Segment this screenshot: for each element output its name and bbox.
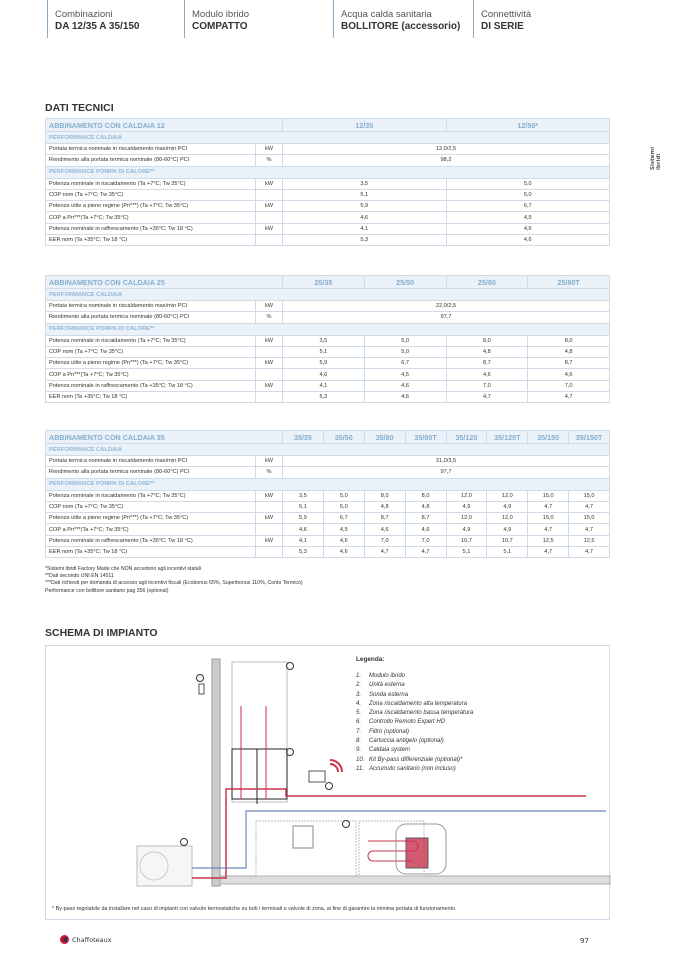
table-row (46, 223, 610, 234)
table-row (46, 155, 610, 166)
value: 5,0 (446, 178, 610, 189)
unit: kW (256, 490, 283, 501)
row-label: Potenza nominale in riscaldamento (Ta +7°C; Tw 35°C) (46, 490, 256, 501)
legend-number: 1. (356, 673, 362, 679)
page-number: 97 (580, 937, 589, 945)
value: 15,0 (569, 490, 610, 501)
legend-number: 9. (356, 747, 362, 754)
table-row (46, 312, 610, 323)
unit: kW (256, 301, 283, 312)
legend-number: 8. (356, 738, 362, 745)
header-connettivita (473, 0, 531, 38)
table-row (46, 467, 610, 478)
value: 97,7 (283, 467, 610, 478)
value: 5,3 (283, 235, 447, 246)
row-label: Rendimento alla portata termica nominale (80-60°C) PCI (46, 312, 256, 323)
unit: kW (256, 223, 283, 234)
row-label: Portata termica nominale in riscaldamento max/min PCI (46, 301, 256, 312)
value: 5,1 (446, 547, 487, 558)
value: 4,1 (283, 223, 447, 234)
value: 12,0 (487, 490, 528, 501)
section-row (46, 289, 610, 301)
value: 10,7 (446, 535, 487, 546)
section-row (46, 323, 610, 335)
radiator (293, 826, 313, 848)
unit: kW (256, 535, 283, 546)
unit (256, 524, 283, 535)
value: 4,7 (364, 547, 405, 558)
value: 5,0 (364, 346, 446, 357)
value: 4,6 (323, 535, 364, 546)
footnotes (45, 566, 303, 595)
section-row (46, 444, 610, 456)
table-row (46, 144, 610, 155)
table-row (46, 178, 610, 189)
value: 8,7 (528, 358, 610, 369)
row-label: COP a Pn***(Ta +7°C; Tw 35°C) (46, 369, 256, 380)
legend-text: Controllo Remoto Expert HD (369, 719, 446, 726)
legend-text: Filtro (optional) (369, 728, 410, 735)
legend-number: 4. (356, 700, 362, 707)
value: 4,6 (364, 524, 405, 535)
value: 4,8 (405, 501, 446, 512)
unit: % (256, 467, 283, 478)
model-header: 12/50* (446, 119, 610, 132)
unit: kW (256, 178, 283, 189)
value: 4,6 (528, 369, 610, 380)
value: 4,7 (528, 547, 569, 558)
value: 4,8 (364, 501, 405, 512)
model-header: 35/50 (323, 431, 364, 444)
value: 4,7 (528, 392, 610, 403)
unit: kW (256, 201, 283, 212)
unit (256, 189, 283, 200)
table-row (46, 189, 610, 200)
value: 8,0 (446, 335, 528, 346)
row-label: EER nom (Ta +35°C; Tw 18 °C) (46, 235, 256, 246)
table-row (46, 335, 610, 346)
section-row (46, 478, 610, 490)
table-row (46, 513, 610, 524)
header-value: COMPATTO (192, 21, 248, 32)
chaffoteaux-logo-icon (60, 935, 69, 944)
brand-name: Chaffoteaux (72, 935, 112, 944)
value: 4,7 (528, 524, 569, 535)
legend-item (356, 681, 473, 690)
outdoor-unit-2 (137, 846, 192, 886)
value: 4,6 (446, 223, 610, 234)
row-label: Potenza nominale in riscaldamento (Ta +7°C; Tw 35°C) (46, 178, 256, 189)
footnote: *Sistemi ibridi Factory Made che NON accedono agli incentivi statali (45, 566, 201, 572)
value: 98,2 (283, 155, 610, 166)
value: 5,1 (487, 547, 528, 558)
value: 8,0 (528, 335, 610, 346)
value: 4,5 (364, 369, 446, 380)
value: 4,6 (283, 524, 324, 535)
legend-title: Legenda: (356, 656, 385, 663)
unit: kW (256, 144, 283, 155)
value: 12,5 (528, 535, 569, 546)
value: 10,7 (487, 535, 528, 546)
row-label: Portata termica nominale in riscaldamento max/min PCI (46, 456, 256, 467)
row-label: EER nom (Ta +35°C; Tw 18 °C) (46, 392, 256, 403)
legend-item (356, 709, 473, 718)
brand-logo (60, 935, 112, 944)
unit (256, 212, 283, 223)
row-label: COP nom (Ta +7°C; Tw 35°C) (46, 189, 256, 200)
table-header-row (46, 431, 610, 444)
row-label: Potenza nominale in riscaldamento (Ta +7°C; Tw 35°C) (46, 335, 256, 346)
footnote: **Dati secondo UNI EN 14511 (45, 573, 114, 580)
legend-item (356, 728, 473, 737)
row-label: Potenza utile a pieno regime (Pn***) (Ta +7°C; Tw 35°C) (46, 358, 256, 369)
unit (256, 369, 283, 380)
header-modulo (184, 0, 249, 38)
value: 5,9 (283, 358, 365, 369)
value: 4,6 (364, 392, 446, 403)
value: 8,7 (446, 358, 528, 369)
header-value: DA 12/35 A 35/150 (55, 21, 140, 32)
value: 5,0 (364, 335, 446, 346)
value: 4,1 (283, 380, 365, 391)
value: 5,0 (323, 501, 364, 512)
section-row (46, 166, 610, 178)
wall (212, 659, 220, 886)
value: 6,7 (364, 358, 446, 369)
legend-number: 6. (356, 719, 362, 726)
table-row (46, 346, 610, 357)
value: 4,7 (569, 547, 610, 558)
value: 12,0 (487, 513, 528, 524)
value: 4,1 (283, 535, 324, 546)
row-label: Potenza nominale in raffrescamento (Ta +35°C; Tw 18 °C) (46, 223, 256, 234)
value: 12,0/2,5 (283, 144, 610, 155)
unit (256, 547, 283, 558)
value: 4,7 (569, 501, 610, 512)
table-row (46, 380, 610, 391)
legend-item (356, 756, 473, 765)
header-label: Acqua calda sanitaria (341, 9, 432, 20)
value: 12,5 (569, 535, 610, 546)
value: 4,7 (569, 524, 610, 535)
value: 4,6 (405, 524, 446, 535)
unit: % (256, 312, 283, 323)
footnote: Performance con bollitore sanitario pag 356 (optional) (45, 587, 169, 594)
section-label: PERFORMANCE POMPA DI CALORE** (46, 166, 610, 178)
spec-table-caldaia-35 (45, 430, 610, 558)
model-header: 35/35 (283, 431, 324, 444)
row-label: Potenza utile a pieno regime (Pn***) (Ta +7°C; Tw 35°C) (46, 201, 256, 212)
value: 15,0 (528, 490, 569, 501)
value: 7,0 (405, 535, 446, 546)
section-label: PERFORMANCE POMPA DI CALORE** (46, 323, 610, 335)
legend-text: Kit By-pass differenziale (optional)* (369, 756, 463, 763)
unit: % (256, 155, 283, 166)
header-label: Modulo ibrido (192, 9, 250, 20)
table-title: ABBINAMENTO CON CALDAIA 12 (46, 119, 283, 132)
table-row (46, 535, 610, 546)
model-header: 25/50 (364, 276, 446, 289)
model-header: 25/35 (283, 276, 365, 289)
header-combinazioni (47, 0, 140, 38)
header-label: Combinazioni (55, 9, 113, 20)
value: 8,0 (364, 490, 405, 501)
unit: kW (256, 380, 283, 391)
row-label: COP a Pn***(Ta +7°C; Tw 35°C) (46, 524, 256, 535)
value: 4,6 (364, 380, 446, 391)
dati-tecnici-title: DATI TECNICI (45, 102, 114, 114)
unit (256, 346, 283, 357)
row-label: Portata termica nominale in riscaldamento max/min PCI (46, 144, 256, 155)
value: 4,8 (528, 346, 610, 357)
value: 4,9 (446, 524, 487, 535)
value: 8,0 (405, 490, 446, 501)
spec-table-caldaia-25 (45, 275, 610, 403)
value: 4,7 (446, 392, 528, 403)
value: 31,0/3,5 (283, 456, 610, 467)
legend-number: 3. (356, 691, 362, 698)
legend-text: Zona riscaldamento alta temperatura (369, 700, 468, 707)
value: 22,0/2,5 (283, 301, 610, 312)
legend-item (356, 691, 473, 700)
value: 8,7 (405, 513, 446, 524)
system-diagram (45, 645, 610, 920)
value: 4,6 (283, 212, 447, 223)
row-label: Rendimento alla portata termica nominale (80-60°C) PCI (46, 155, 256, 166)
table-row (46, 456, 610, 467)
value: 5,3 (283, 547, 324, 558)
model-header: 35/80T (405, 431, 446, 444)
value: 3,5 (283, 490, 324, 501)
section-label: PERFORMANCE CALDAIA (46, 132, 610, 144)
side-label: Sistemi ibridi (650, 146, 662, 170)
boiler-9 (232, 662, 287, 802)
row-label: Potenza utile a pieno regime (Pn***) (Ta +7°C; Tw 35°C) (46, 513, 256, 524)
value: 5,1 (283, 346, 365, 357)
value: 97,7 (283, 312, 610, 323)
table-row (46, 369, 610, 380)
legend (356, 656, 473, 774)
legend-item (356, 672, 473, 681)
legend-item (356, 765, 473, 774)
legend-number: 5. (356, 710, 362, 717)
legend-number: 10. (356, 756, 365, 763)
value: 4,8 (446, 346, 528, 357)
schema-title: SCHEMA DI IMPIANTO (45, 627, 158, 639)
model-header: 35/120 (446, 431, 487, 444)
value: 15,0 (528, 513, 569, 524)
floor (220, 876, 610, 884)
table-header-row (46, 119, 610, 132)
value: 4,9 (487, 501, 528, 512)
legend-number: 2. (356, 682, 362, 689)
value: 7,0 (364, 535, 405, 546)
section-row (46, 132, 610, 144)
row-label: COP nom (Ta +7°C; Tw 35°C) (46, 501, 256, 512)
model-header: 35/120T (487, 431, 528, 444)
value: 12,0 (446, 513, 487, 524)
table-title: ABBINAMENTO CON CALDAIA 25 (46, 276, 283, 289)
legend-number: 7. (356, 728, 362, 735)
plant-schematic (46, 646, 611, 921)
value: 4,9 (446, 501, 487, 512)
table-row (46, 490, 610, 501)
value: 3,5 (283, 335, 365, 346)
header-label: Connettività (481, 9, 532, 20)
value: 6,7 (446, 201, 610, 212)
value: 4,7 (405, 547, 446, 558)
legend-text: Accumulo sanitario (non incluso) (369, 765, 456, 772)
legend-text: Sonda esterna (369, 691, 409, 698)
model-header: 35/150 (528, 431, 569, 444)
legend-number: 11. (356, 765, 364, 772)
table-title: ABBINAMENTO CON CALDAIA 35 (46, 431, 283, 444)
legend-item (356, 700, 473, 709)
value: 7,0 (528, 380, 610, 391)
value: 7,0 (446, 380, 528, 391)
legend-item (356, 718, 473, 727)
value: 5,9 (283, 201, 447, 212)
table-row (46, 301, 610, 312)
header-acqua (333, 0, 460, 38)
section-label: PERFORMANCE CALDAIA (46, 289, 610, 301)
legend-item (356, 746, 473, 755)
legend-text: Cartuccia antigelo (optional) (369, 738, 444, 745)
legend-text: Zona riscaldamento bassa temperatura (369, 710, 474, 717)
table-row (46, 392, 610, 403)
table-row (46, 212, 610, 223)
model-header: 25/80T (528, 276, 610, 289)
table-row (46, 358, 610, 369)
value: 5,1 (283, 501, 324, 512)
row-label: COP nom (Ta +7°C; Tw 35°C) (46, 346, 256, 357)
value: 5,9 (283, 513, 324, 524)
diagram-footnote: * By-pass regolabile da installare nel caso di impianti con valvole termostatiche su tutti i terminali o valvole di zona, al fine di garantire la minima portata di funzionamento. (52, 906, 457, 912)
model-header: 35/150T (569, 431, 610, 444)
model-header: 12/35 (283, 119, 447, 132)
value: 4,6 (446, 235, 610, 246)
value: 4,6 (446, 369, 528, 380)
outdoor-sensor-3 (199, 684, 204, 694)
spec-table-caldaia-12 (45, 118, 610, 246)
header-value: DI SERIE (481, 21, 524, 32)
value: 8,7 (364, 513, 405, 524)
section-label: PERFORMANCE POMPA DI CALORE** (46, 478, 610, 490)
legend-text: Unità esterna (369, 682, 405, 689)
row-label: EER nom (Ta +35°C; Tw 18 °C) (46, 547, 256, 558)
footnote: ***Dati richiesti per domanda di accesso agli incentivi fiscali (Ecobonus 65%, Superbonus 110%, Conto Termico) (45, 580, 303, 587)
table-row (46, 524, 610, 535)
value: 5,0 (446, 189, 610, 200)
table-row (46, 201, 610, 212)
model-header: 35/80 (364, 431, 405, 444)
unit (256, 392, 283, 403)
legend-item (356, 737, 473, 746)
table-row (46, 235, 610, 246)
row-label: Potenza nominale in raffrescamento (Ta +35°C; Tw 18 °C) (46, 380, 256, 391)
value: 4,5 (323, 524, 364, 535)
unit: kW (256, 358, 283, 369)
row-label: COP a Pn***(Ta +7°C; Tw 35°C) (46, 212, 256, 223)
row-label: Rendimento alla portata termica nominale (80-60°C) PCI (46, 467, 256, 478)
value: 6,7 (323, 513, 364, 524)
value: 4,5 (446, 212, 610, 223)
value: 5,3 (283, 392, 365, 403)
value: 5,0 (323, 490, 364, 501)
value: 3,5 (283, 178, 447, 189)
table-row (46, 547, 610, 558)
unit: kW (256, 513, 283, 524)
model-header: 25/80 (446, 276, 528, 289)
value: 4,6 (283, 369, 365, 380)
unit (256, 501, 283, 512)
hybrid-module-1 (232, 749, 287, 799)
value: 4,9 (487, 524, 528, 535)
unit: kW (256, 456, 283, 467)
legend-text: Caldaia system (369, 747, 411, 754)
header-value: BOLLITORE (accessorio) (341, 21, 461, 32)
value: 15,0 (569, 513, 610, 524)
value: 4,6 (323, 547, 364, 558)
value: 5,1 (283, 189, 447, 200)
remote-control-6 (309, 771, 325, 782)
table-header-row (46, 276, 610, 289)
unit (256, 235, 283, 246)
table-row (46, 501, 610, 512)
value: 4,7 (528, 501, 569, 512)
legend-text: Modulo ibrido (369, 673, 406, 679)
section-label: PERFORMANCE CALDAIA (46, 444, 610, 456)
value: 12,0 (446, 490, 487, 501)
row-label: Potenza nominale in raffrescamento (Ta +35°C; Tw 18 °C) (46, 535, 256, 546)
unit: kW (256, 335, 283, 346)
